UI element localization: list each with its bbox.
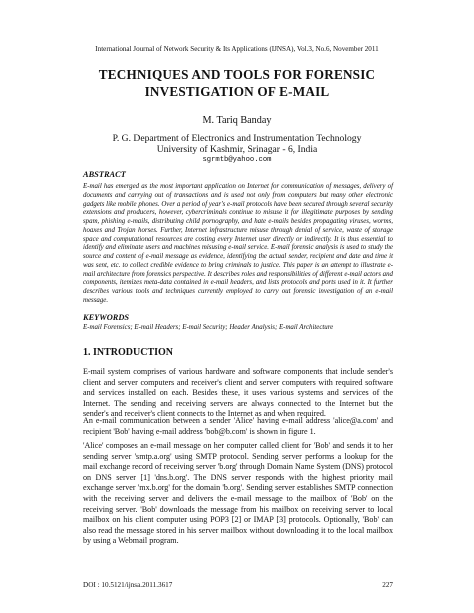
page-number: 227 — [382, 581, 393, 589]
author-email: sgrmtb@yahoo.com — [202, 156, 272, 165]
author-name: M. Tariq Banday — [202, 115, 272, 126]
affiliation-university: University of Kashmir, Srinagar - 6, India — [156, 143, 318, 155]
intro-paragraph-3: 'Alice' composes an e-mail message on her computer called client for 'Bob' and sends it to her sending server 'smtp.a.org' using SMTP protocol. Sending server performs a lookup for the mail exchange record of receiving server 'b.org' through Domain Name System (DNS) protocol on DNS server [1] 'dns.b.org'. The DNS server responds with the highest priority mail exchange server 'mx.b.org' for the domain 'b.org'. Sending server establishes SMTP connection with the receiving server and delivers the e-mail message to the mailbox of 'Bob' on the receiving server. 'Bob' downloads the message from his mailbox on receiving server to local mailbox on his client computer using POP3 [2] or IMAP [3] protocols. Optionally, 'Bob' can also read the message stored in his server mailbox without downloading it to the local mailbox by using a Webmail program. — [83, 441, 393, 546]
intro-paragraph-2: An e-mail communication between a sender 'Alice' having e-mail address 'alice@a.com' and recipient 'Bob' having e-mail address 'bob@b.com' is shown in figure 1. — [83, 416, 393, 436]
paper-title — [0, 66, 474, 100]
abstract-text: E-mail has emerged as the most important application on Internet for communication of messages, delivery of documents and carrying out of transactions and is used not only from computers but many other electronic gadgets like mobile phones. Over a period of year's e-mail protocols have been secured through several security extensions and producers, however, cybercriminals continue to misuse it for illegitimate purposes by sending spam, phishing e-mails, distributing child pornography, and hate e-mails besides propagating viruses, worms, hoaxes and Trojan horses. Further, Internet infrastructure misuse through denial of service, waste of storage space and computational resources are costing every Internet user directly or indirectly. It is thus essential to identify and eliminate users and machines misusing e-mail service. E-mail forensic analysis is used to study the source and content of e-mail message as evidence, identifying the actual sender, recipient and date and time it was sent, etc. to collect credible evidence to bring criminals to justice. This paper is an attempt to illustrate e-mail architecture from forensics perspective. It describes roles and responsibilities of different e-mail actors and components, itemizes meta-data contained in e-mail headers, and lists protocols and ports used in it. It further describes various tools and techniques currently employed to carry out forensic investigation of an e-mail message. — [83, 183, 393, 304]
title-line-2: INVESTIGATION OF E-MAIL — [144, 84, 330, 99]
intro-paragraph-1: E-mail system comprises of various hardware and software components that include sender's client and server computers and receiver's client and server computers with required software and services installed on each. Besides these, it uses various systems and services of the Internet. The sending and receiving servers are always connected to the Internet but the sender's and receiver's client connects to the Internet as and when required. — [83, 367, 393, 419]
keywords-heading: KEYWORDS — [83, 313, 130, 322]
journal-header: International Journal of Network Security & Its Applications (IJNSA), Vol.3, No.6, November 2011 — [95, 45, 379, 53]
abstract-heading: ABSTRACT — [83, 170, 126, 179]
introduction-heading: 1. INTRODUCTION — [83, 347, 174, 358]
title-line-1: TECHNIQUES AND TOOLS FOR FORENSIC — [98, 67, 376, 82]
keywords-text: E-mail Forensics; E-mail Headers; E-mail Security; Header Analysis; E-mail Architecture — [83, 324, 334, 331]
author-affiliation — [0, 134, 474, 166]
footer-doi: DOI : 10.5121/ijnsa.2011.3617 — [83, 581, 173, 589]
affiliation-department: P. G. Department of Electronics and Instrumentation Technology — [112, 133, 362, 144]
